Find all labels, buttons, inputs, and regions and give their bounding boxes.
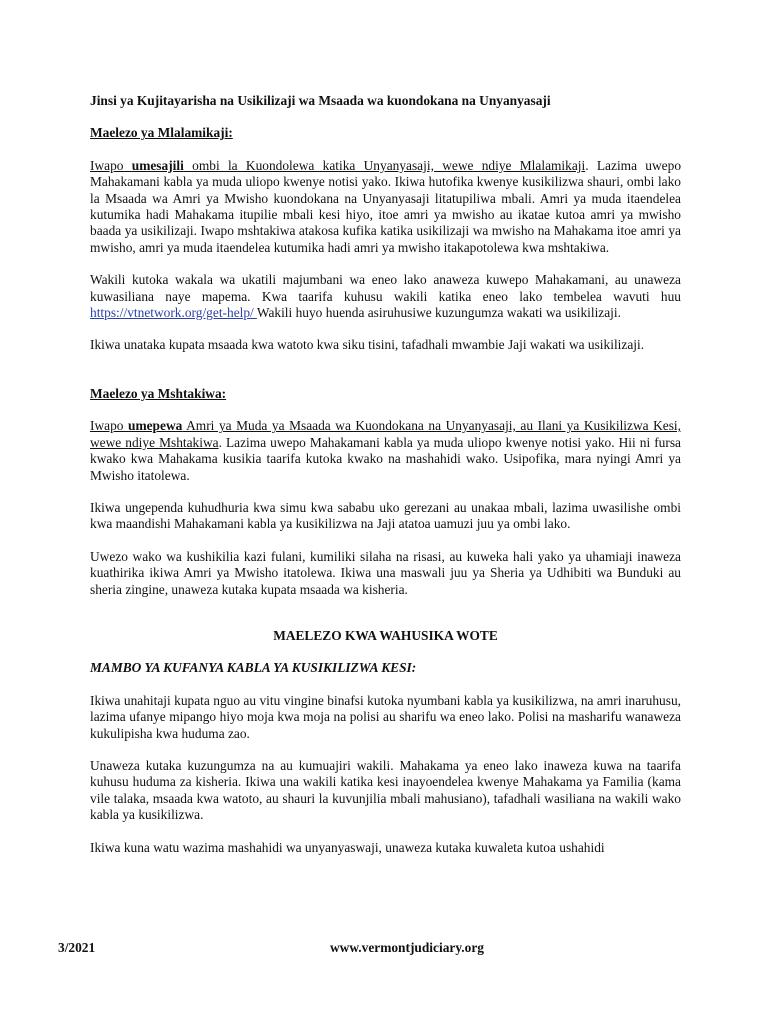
defendant-underlined-clause: Iwapo umepewa Amri ya Muda ya Msaada wa Kuondokana na Unyanyasaji, au Ilani ya Kusikilizwa Kesi, wewe ndiye Mshtakiwa [90,418,682,450]
page-footer [58,940,712,958]
all-parties-paragraph-2: Unaweza kutaka kuzungumza na au kumuajiri wakili. Mahakama ya eneo lako inaweza kuwa na taarifa kuhusu huduma za kisheria. Ikiwa una wakili katika kesi inayoendelea kwenye Mahakama ya Familia (kama vile talaka, msaada kwa watoto, au shauri la kuvunjilia mbali mahusiano), tafadhali wasiliana na wakili wako kabla ya kusikilizwa. [90,757,681,823]
plaintiff-paragraph-3: Ikiwa unataka kupata msaada kwa watoto kwa siku tisini, tafadhali mwambie Jaji wakati wa usikilizaji. [90,337,645,353]
registered-keyword: umesajili [131,157,184,173]
plaintiff-paragraph-1: Iwapo umesajili ombi la Kuondolewa katika Unyanyasaji, wewe ndiye Mlalamikaji. Lazima uwepo Mahakamani kabla ya muda uliopo kwenye notisi yako. Ikiwa hutofika kwenye kusikilizwa shauri, ombi lako la Msaada wa Amri ya Mwisho kuondokana na Unyanyasaji litatupiliwa mbali. Amri ya muda itaendelea kutumika hadi Mahakama itupilie mbali kesi hiyo, itoe amri ya mwisho au ikatae kutoa amri ya mwisho baada ya usikilizaji. Iwapo mshtakiwa atakosa kufika katika usikilizaji wa mwisho na Mahakama itoe amri ya mwisho, amri ya muda itaendelea kutumika hadi amri ya mwisho itakapotolewa kwa mshtakiwa. [90,157,682,255]
all-parties-paragraph-1: Ikiwa unahitaji kupata nguo au vitu vingine binafsi kutoka nyumbani kabla ya kusikilizwa, na amri inaruhusu, lazima ufanye mipango hiyo moja kwa moja na polisi au sharifu wa eneo lako. Polisi na masharifu wanaweza kukulipisha kwa huduma zao. [90,692,681,741]
footer-website: www.vermontjudiciary.org [330,940,484,955]
defendant-paragraph-2: Ikiwa ungependa kuhudhuria kwa simu kwa sababu uko gerezani au unakaa mbali, lazima uwasilishe ombi kwa maandishi Mahakamani kabla ya kusikilizwa na Jaji atatoa uamuzi juu ya ombi lako. [90,499,681,532]
defendant-paragraph-1: Iwapo umepewa Amri ya Muda ya Msaada wa Kuondokana na Unyanyasaji, au Ilani ya Kusikilizwa Kesi, wewe ndiye Mshtakiwa. Lazima uwepo Mahakamani kabla ya muda uliopo kwenye notisi yako. Hii ni fursa kwako kwa Mahakama kusikia taarifa kutoka kwako na mashahidi wako. Usipofika, mara nyingi Amri ya Mwisho itatolewa. [90,418,682,483]
before-hearing-heading: MAMBO YA KUFANYA KABLA YA KUSIKILIZWA KESI: [90,660,417,676]
section-spacer [90,370,681,386]
plaintiff-underlined-clause: Iwapo umesajili ombi la Kuondolewa katika Unyanyasaji, wewe ndiye Mlalamikaji [90,157,586,173]
defendant-paragraph-3: Uwezo wako wa kushikilia kazi fulani, kumiliki silaha na risasi, au kuweka hali yako ya uhamiaji inaweza kuathirika ikiwa Amri ya Mwisho itatolewa. Ikiwa una maswali juu ya Sheria ya Udhibiti wa Bunduki au sheria zingine, unaweza kutaka kupata msaada wa kisheria. [90,548,681,597]
defendant-heading: Maelezo ya Mshtakiwa: [90,385,227,401]
all-parties-heading: MAELEZO KWA WAHUSIKA WOTE [273,627,498,643]
vtnetwork-link[interactable]: https://vtnetwork.org/get-help/ [90,305,257,321]
document-title: Jinsi ya Kujitayarisha na Usikilizaji wa Msaada wa kuondokana na Unyanyasaji [90,93,551,108]
plaintiff-heading: Maelezo ya Mlalamikaji: [90,125,233,141]
footer-date: 3/2021 [58,940,96,955]
served-keyword: umepewa [128,418,183,434]
plaintiff-paragraph-2: Wakili kutoka wakala wa ukatili majumbani wa eneo lako anaweza kuwepo Mahakamani, au unaweza kuwasiliana naye mapema. Kwa taarifa kuhusu wakili katika eneo lako tembelea wavuti huu https://vtnetwork.org/get-help/ Wakili huyo huenda asiruhusiwe kuzungumza wakati wa usikilizaji. [90,272,681,321]
all-parties-paragraph-3: Ikiwa kuna watu wazima mashahidi wa unyanyaswaji, unaweza kutaka kuwaleta kutoa ushahidi [90,839,605,855]
document-body [90,93,681,856]
